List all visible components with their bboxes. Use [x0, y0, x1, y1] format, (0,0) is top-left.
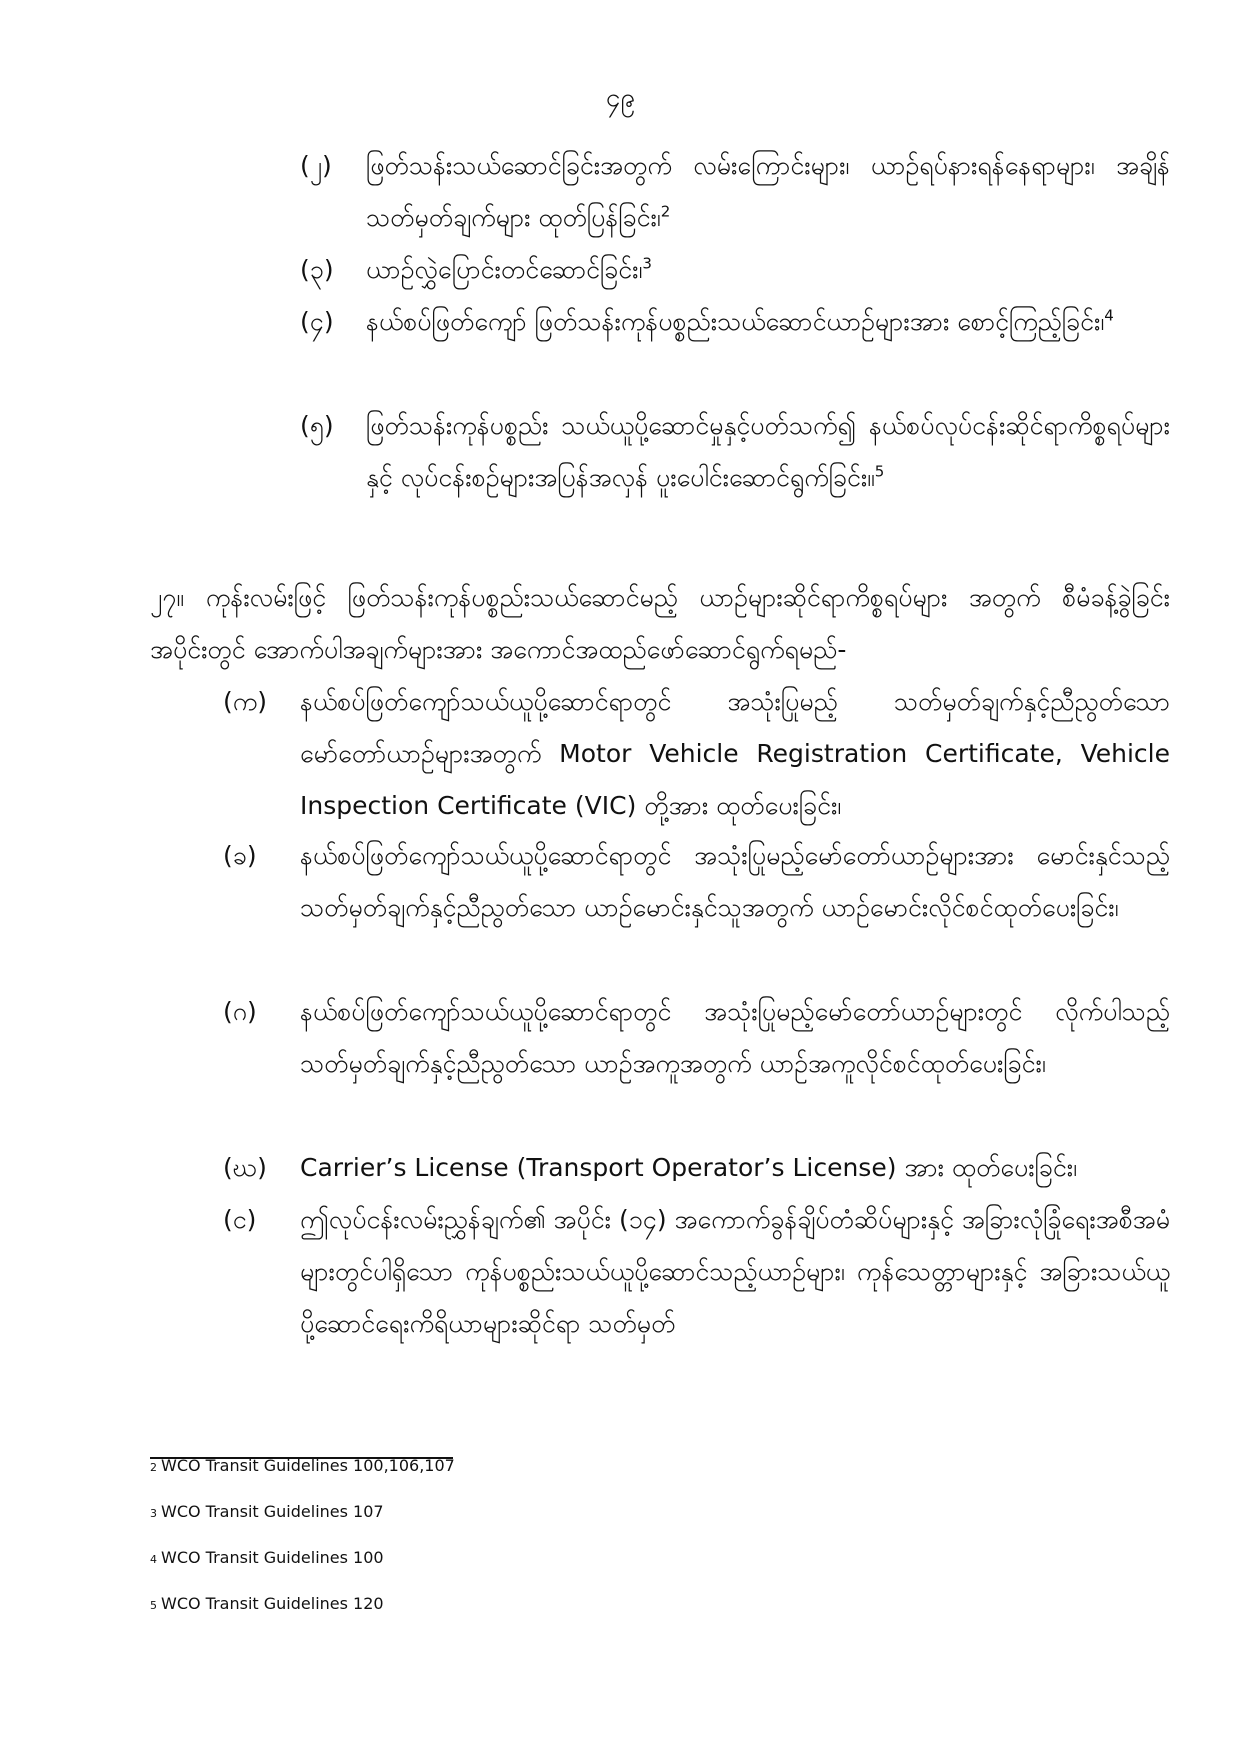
item-text: Carrier’s License (Transport Operator’s License) အား ထုတ်ပေးခြင်း၊ [300, 1153, 1078, 1182]
footnote-text: WCO Transit Guidelines 120 [161, 1594, 384, 1613]
item-number: (ဃ) [223, 1153, 267, 1182]
item-text: နယ်စပ်ဖြတ်ကျော်သယ်ယူပို့ဆောင်ရာတွင် အသုံးပြုမည့်မော်တော်ယာဉ်များအား မောင်းနှင်သည့် သတ်မှတ်ချက်နှင့်ညီညွတ်သော ယာဉ်မောင်းနှင်သူအတွက် ယာဉ်မောင်းလိုင်စင်ထုတ်ပေးခြင်း၊ [300, 841, 1170, 922]
footnote-text: WCO Transit Guidelines 107 [161, 1502, 384, 1521]
item-number: (က) [223, 687, 267, 716]
footnote-ref[interactable]: 3 [642, 254, 652, 273]
footnote-ref[interactable]: 5 [874, 462, 885, 481]
item-text: ယာဉ်လွှဲပြောင်းတင်ဆောင်ခြင်း၊ [366, 255, 643, 284]
item-number: (ခ) [223, 841, 257, 870]
paragraph-27 [150, 572, 1170, 676]
list-item [300, 296, 1170, 348]
list-item [300, 140, 1170, 244]
item-number: (ဂ) [223, 997, 257, 1026]
footnote-mark: 5 [150, 1599, 157, 1612]
list-item [300, 400, 1170, 504]
footnote-mark: 3 [150, 1507, 157, 1520]
item-number: (၃) [300, 255, 334, 284]
paragraph-number: ၂၇။ [150, 583, 184, 612]
footnote [150, 1548, 384, 1567]
page-number: ၄၉ [605, 83, 636, 113]
footnote-text: WCO Transit Guidelines 100,106,107 [161, 1456, 455, 1475]
item-number: (င) [223, 1205, 257, 1234]
list-item [300, 244, 1170, 296]
footnote-mark: 2 [150, 1461, 157, 1474]
item-number: (၂) [300, 151, 332, 180]
item-text: နယ်စပ်ဖြတ်ကျော်သယ်ယူပို့ဆောင်ရာတွင် အသုံးပြုမည့်မော်တော်ယာဉ်များတွင် လိုက်ပါသည့် သတ်မှတ်ချက်နှင့်ညီညွတ်သော ယာဉ်အကူအတွက် ယာဉ်အကူလိုင်စင်ထုတ်ပေးခြင်း၊ [300, 997, 1170, 1078]
paragraph-text: ကုန်းလမ်းဖြင့် ဖြတ်သန်းကုန်ပစ္စည်းသယ်ဆောင်မည့် ယာဉ်များဆိုင်ရာကိစ္စရပ်များ အတွက် စီမံခန့်ခွဲခြင်းအပိုင်းတွင် အောက်ပါအချက်များအား အကောင်အထည်ဖော်ဆောင်ရွက်ရမည်- [150, 583, 1170, 664]
item-number: (၄) [300, 307, 334, 336]
footnote-text: WCO Transit Guidelines 100 [161, 1548, 384, 1567]
list-item [223, 986, 1170, 1090]
footnote [150, 1456, 455, 1475]
item-number: (၅) [300, 411, 334, 440]
footnote-ref[interactable]: 2 [660, 202, 671, 221]
list-item [223, 830, 1170, 934]
list-item [223, 1142, 1170, 1194]
item-text: နယ်စပ်ဖြတ်ကျော် ဖြတ်သန်းကုန်ပစ္စည်းသယ်ဆောင်ယာဉ်များအား စောင့်ကြည့်ခြင်း၊ [366, 307, 1105, 336]
footnote-ref[interactable]: 4 [1104, 306, 1114, 325]
footnote-mark: 4 [150, 1553, 157, 1566]
item-text: ဤလုပ်ငန်းလမ်းညွှန်ချက်၏ အပိုင်း (၁၄) အကောက်ခွန်ချိပ်တံဆိပ်များနှင့် အခြားလုံခြုံရေးအစီအမံများတွင်ပါရှိသော ကုန်ပစ္စည်းသယ်ယူပို့ဆောင်သည့်ယာဉ်များ၊ ကုန်သေတ္တာများနှင့် အခြားသယ်ယူပို့ဆောင်ရေးကိရိယာများဆိုင်ရာ သတ်မှတ် [300, 1205, 1170, 1338]
list-item [223, 676, 1170, 832]
footnote [150, 1502, 384, 1521]
item-text: ဖြတ်သန်းသယ်ဆောင်ခြင်းအတွက် လမ်းကြောင်းများ၊ ယာဉ်ရပ်နားရန်နေရာများ၊ အချိန်သတ်မှတ်ချက်များ ထုတ်ပြန်ခြင်း၊ [366, 151, 1170, 232]
list-item [223, 1194, 1170, 1350]
item-text: နယ်စပ်ဖြတ်ကျော်သယ်ယူပို့ဆောင်ရာတွင် အသုံးပြုမည့် သတ်မှတ်ချက်နှင့်ညီညွတ်သော မော်တော်ယာဉ်များအတွက် Motor Vehicle Registration Certificate, Vehicle Inspection Certificate (VIC) တို့အား ထုတ်ပေးခြင်း၊ [300, 687, 1170, 820]
item-text: ဖြတ်သန်းကုန်ပစ္စည်း သယ်ယူပို့ဆောင်မှုနှင့်ပတ်သက်၍ နယ်စပ်လုပ်ငန်းဆိုင်ရာကိစ္စရပ်များနှင့် လုပ်ငန်းစဉ်များအပြန်အလှန် ပူးပေါင်းဆောင်ရွက်ခြင်း။ [366, 411, 1170, 492]
footnote [150, 1594, 384, 1613]
